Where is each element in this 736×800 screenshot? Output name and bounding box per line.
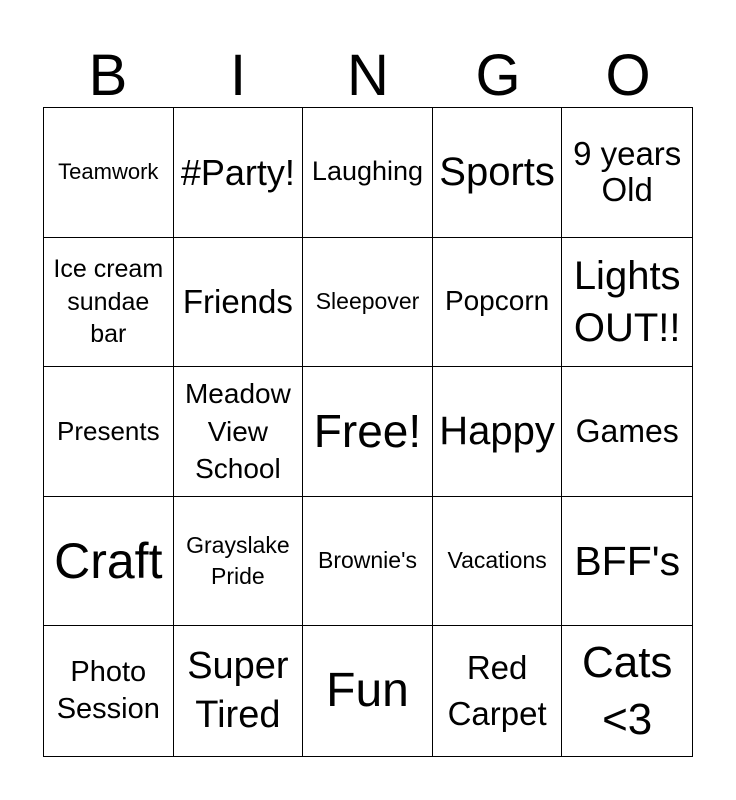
bingo-cell[interactable]: 9 years Old bbox=[562, 108, 692, 238]
bingo-cell[interactable]: Ice cream sundae bar bbox=[44, 238, 174, 368]
bingo-cell[interactable]: Craft bbox=[44, 497, 174, 627]
bingo-cell[interactable]: Fun bbox=[303, 626, 433, 756]
bingo-cell[interactable]: #Party! bbox=[174, 108, 304, 238]
bingo-cell[interactable]: Popcorn bbox=[433, 238, 563, 368]
bingo-cell[interactable]: BFF's bbox=[562, 497, 692, 627]
bingo-card bbox=[43, 107, 693, 757]
bingo-cell[interactable]: Meadow View School bbox=[174, 367, 304, 497]
bingo-cell[interactable]: Happy bbox=[433, 367, 563, 497]
header-letter-g: G bbox=[475, 43, 521, 108]
bingo-cell[interactable]: Games bbox=[562, 367, 692, 497]
bingo-cell[interactable]: Super Tired bbox=[174, 626, 304, 756]
bingo-cell[interactable]: Brownie's bbox=[303, 497, 433, 627]
bingo-cell[interactable]: Teamwork bbox=[44, 108, 174, 238]
free-space[interactable]: Free! bbox=[303, 367, 433, 497]
bingo-cell[interactable]: Vacations bbox=[433, 497, 563, 627]
header-letter-i: I bbox=[229, 43, 247, 108]
bingo-cell[interactable]: Cats <3 bbox=[581, 638, 673, 745]
bingo-cell[interactable]: Grayslake Pride bbox=[174, 497, 304, 627]
bingo-cell[interactable]: Lights OUT!! bbox=[562, 238, 692, 368]
bingo-header bbox=[43, 45, 693, 107]
bingo-cell[interactable]: Red Carpet bbox=[433, 626, 563, 756]
bingo-cell[interactable]: Presents bbox=[44, 367, 174, 497]
header-letter-b: B bbox=[88, 43, 128, 108]
header-letter-n: N bbox=[347, 43, 389, 108]
bingo-cell[interactable]: Laughing bbox=[303, 108, 433, 238]
bingo-cell[interactable]: Sports bbox=[433, 108, 563, 238]
bingo-cell[interactable]: Photo Session bbox=[44, 626, 174, 756]
bingo-cell[interactable]: Friends bbox=[174, 238, 304, 368]
bingo-cell[interactable]: Sleepover bbox=[303, 238, 433, 368]
header-letter-o: O bbox=[605, 43, 651, 108]
